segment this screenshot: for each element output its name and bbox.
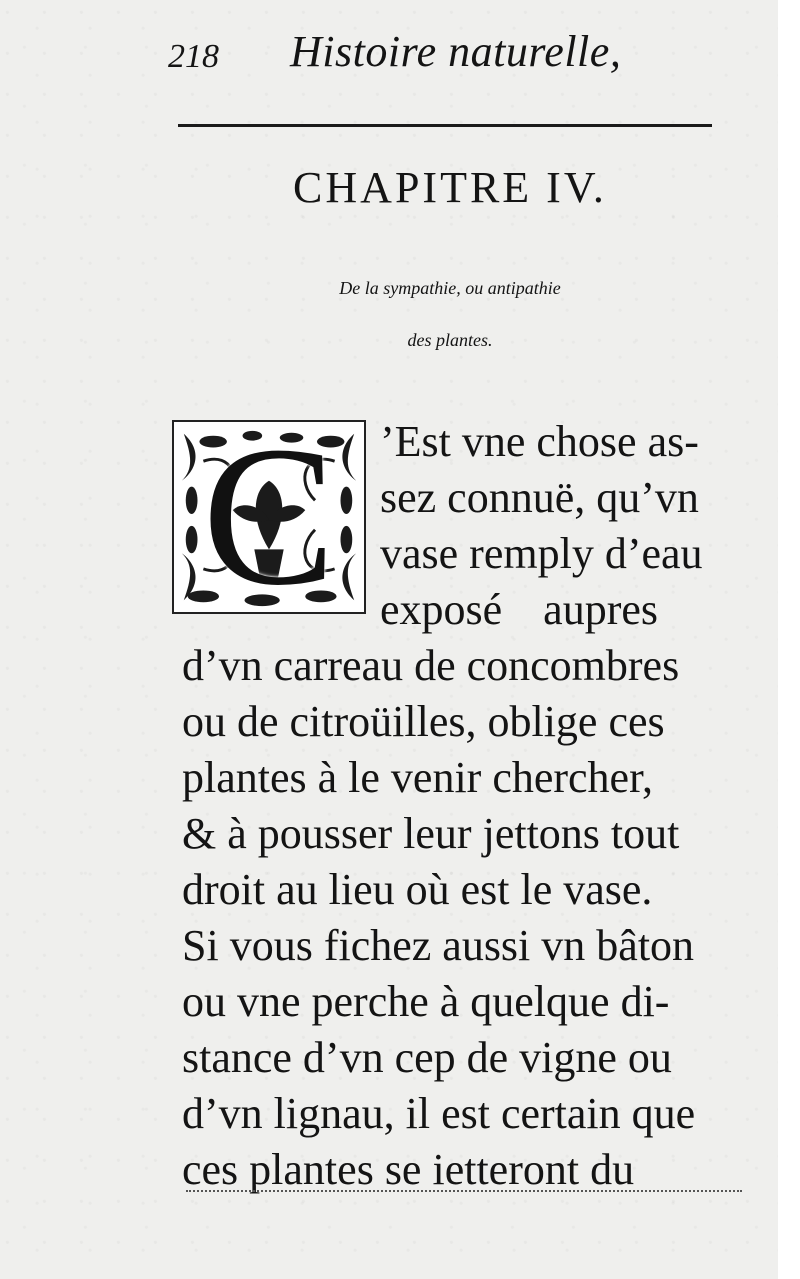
drop-cap-letter: C — [202, 420, 336, 614]
page-edge — [778, 0, 800, 1279]
page-number: 218 — [168, 38, 219, 75]
header-rule — [178, 124, 712, 127]
text-line: droit au lieu où est le vase. — [182, 865, 653, 914]
text-line: d’vn carreau de concombres — [182, 641, 680, 690]
text-line: exposé aupres — [380, 585, 659, 634]
chapter-title: CHAPITRE IV. — [293, 163, 607, 212]
text-line: stance d’vn cep de vigne ou — [182, 1033, 672, 1082]
text-line: ’Est vne chose as- — [380, 417, 699, 466]
text-line: ces plantes se ietteront du — [182, 1145, 635, 1194]
text-line: ou de citroüilles, oblige ces — [182, 697, 665, 746]
footer-dotted-rule — [186, 1190, 742, 1194]
text-line: Si vous fichez aussi vn bâton — [182, 921, 695, 970]
subtitle-line-1: De la sympathie, ou antipathie — [339, 278, 561, 298]
page-header — [168, 20, 728, 80]
subtitle-line-2: des plantes. — [407, 330, 493, 350]
drop-cap-ornament — [172, 420, 366, 614]
text-line: vase remply d’eau — [380, 529, 703, 578]
text-line: & à pousser leur jettons tout — [182, 809, 680, 858]
text-line: plantes à le venir chercher, — [182, 753, 653, 802]
text-line: sez connuë, qu’vn — [380, 473, 699, 522]
text-line: d’vn lignau, il est certain que — [182, 1089, 696, 1138]
running-head: Histoire naturelle, — [290, 27, 622, 76]
chapter-subtitle — [160, 262, 740, 366]
text-line: ou vne perche à quelque di- — [182, 977, 670, 1026]
